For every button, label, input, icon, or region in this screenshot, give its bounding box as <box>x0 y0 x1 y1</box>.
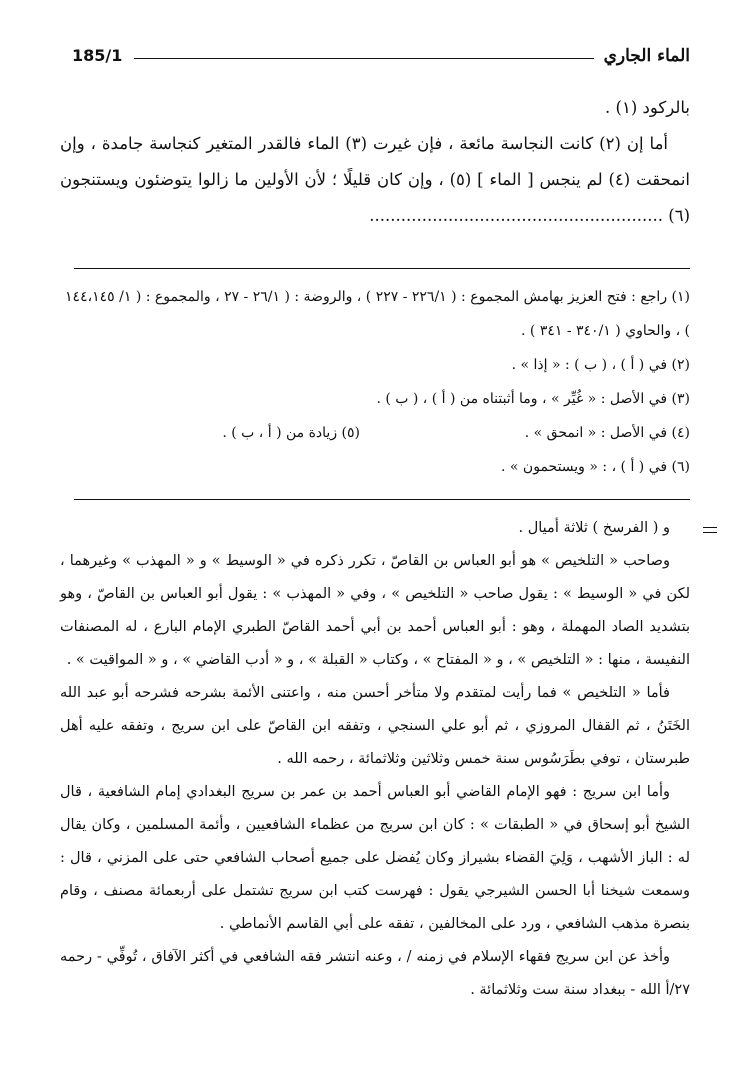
commentary <box>60 512 690 1007</box>
commentary-paragraph-4: وأما ابن سريج : فهو الإمام القاضي أبو العباس أحمد بن عمر بن سريج البغدادي إمام الشافعية ، قال الشيخ أبو إسحاق في « الطبقات » : كان ابن سريج من عظماء الشافعيين ، وأئمة المسلمين ، وكان يقال له : الباز الأشهب ، وَلِيَ القضاء بشيراز وكان يُفضل على جميع أصحاب الشافعي حتى على المزني ، قال : وسمعت شيخنا أبا الحسن الشيرجي يقول : فهرست كتب ابن سريج تشتمل على أربعمائة مصنف ، وقام بنصرة مذهب الشافعي ، ورد على المخالفين ، تفقه على أبي القاسم الأنماطي . <box>60 784 690 932</box>
commentary-paragraph-1: و ( الفرسخ ) ثلاثة أميال . <box>518 520 670 536</box>
equals-marker-icon <box>703 526 717 535</box>
main-paragraph-1: بالركود (١) . <box>605 98 690 117</box>
commentary-divider <box>74 499 690 500</box>
commentary-paragraph-2: وصاحب « التلخيص » هو أبو العباس بن القاصّ ، تكرر ذكره في « الوسيط » و « المهذب » وغيرهما ، لكن في « الوسيط » : يقول صاحب « التلخيص » ، وفي « المهذب » : يقول أبو العباس بن القاصّ ، وهو بتشديد الصاد المهملة ، وهو : أبو العباس أحمد بن أبي أحمد القاصّ الطبري الإمام البارع ، له المصنفات النفيسة ، منها : « التلخيص » ، و « المفتاح » ، وكتاب « القبلة » ، و « أدب القاضي » ، و « المواقيت » . <box>60 553 690 668</box>
footnote-divider <box>74 268 690 269</box>
main-paragraph-2: أما إن (٢) كانت النجاسة مائعة ، فإن غيرت (٣) الماء فالقدر المتغير كنجاسة جامدة ، وإن انمحقت (٤) لم ينجس [ الماء ] (٥) ، وإن كان قليلًا ؛ لأن الأولين ما زالوا يتوضئون ويستنجون (٦) ........................................................ <box>60 134 690 225</box>
footnote-3: (٣) في الأصل : « غُيِّر » ، وما أثبتناه من ( أ ) ، ( ب ) . <box>376 391 690 407</box>
commentary-paragraph-3: فأما « التلخيص » فما رأيت لمتقدم ولا متأخر أحسن منه ، واعتنى الأئمة بشرحه فشرحه أبو عبد الله الخَتَنُ ، ثم القفال المروزي ، ثم أبو علي السنجي ، وتفقه ابن القاصّ على ابن سريج ، وتفقه عليه أهل طبرستان ، توفي بطَرَسُوس سنة خمس وثلاثين وثلاثمائة ، رحمه الله . <box>60 685 690 767</box>
footnote-6: (٦) في ( أ ) ، : « ويستحمون » . <box>501 459 690 475</box>
page-header <box>72 46 690 72</box>
footnote-5: (٥) زيادة من ( أ ، ب ) . <box>222 425 360 441</box>
footnote-4: (٤) في الأصل : « انمحق » . <box>524 425 690 441</box>
footnotes <box>60 280 690 484</box>
header-rule <box>134 58 594 59</box>
footnote-1: (١) راجع : فتح العزيز بهامش المجموع : ( ٢٢٦/١ - ٢٢٧ ) ، والروضة : ( ٢٦/١ - ٢٧ ، والمجموع : ( ١/ ١٤٤،١٤٥ ) ، والحاوي ( ٣٤٠/١ - ٣٤١ ) . <box>65 289 690 339</box>
footnote-2: (٢) في ( أ ) ، ( ب ) : « إذا » . <box>511 357 690 373</box>
footnote-row-4-5 <box>60 416 690 450</box>
commentary-paragraph-5: وأخذ عن ابن سريج فقهاء الإسلام في زمنه / ، وعنه انتشر فقه الشافعي في أكثر الآفاق ، تُوفِّي - رحمه ٢٧/أ الله - ببغداد سنة ست وثلاثمائة . <box>60 949 690 998</box>
running-title: الماء الجاري <box>603 46 690 66</box>
main-text <box>60 90 690 234</box>
page-number: 185/1 <box>72 46 123 65</box>
